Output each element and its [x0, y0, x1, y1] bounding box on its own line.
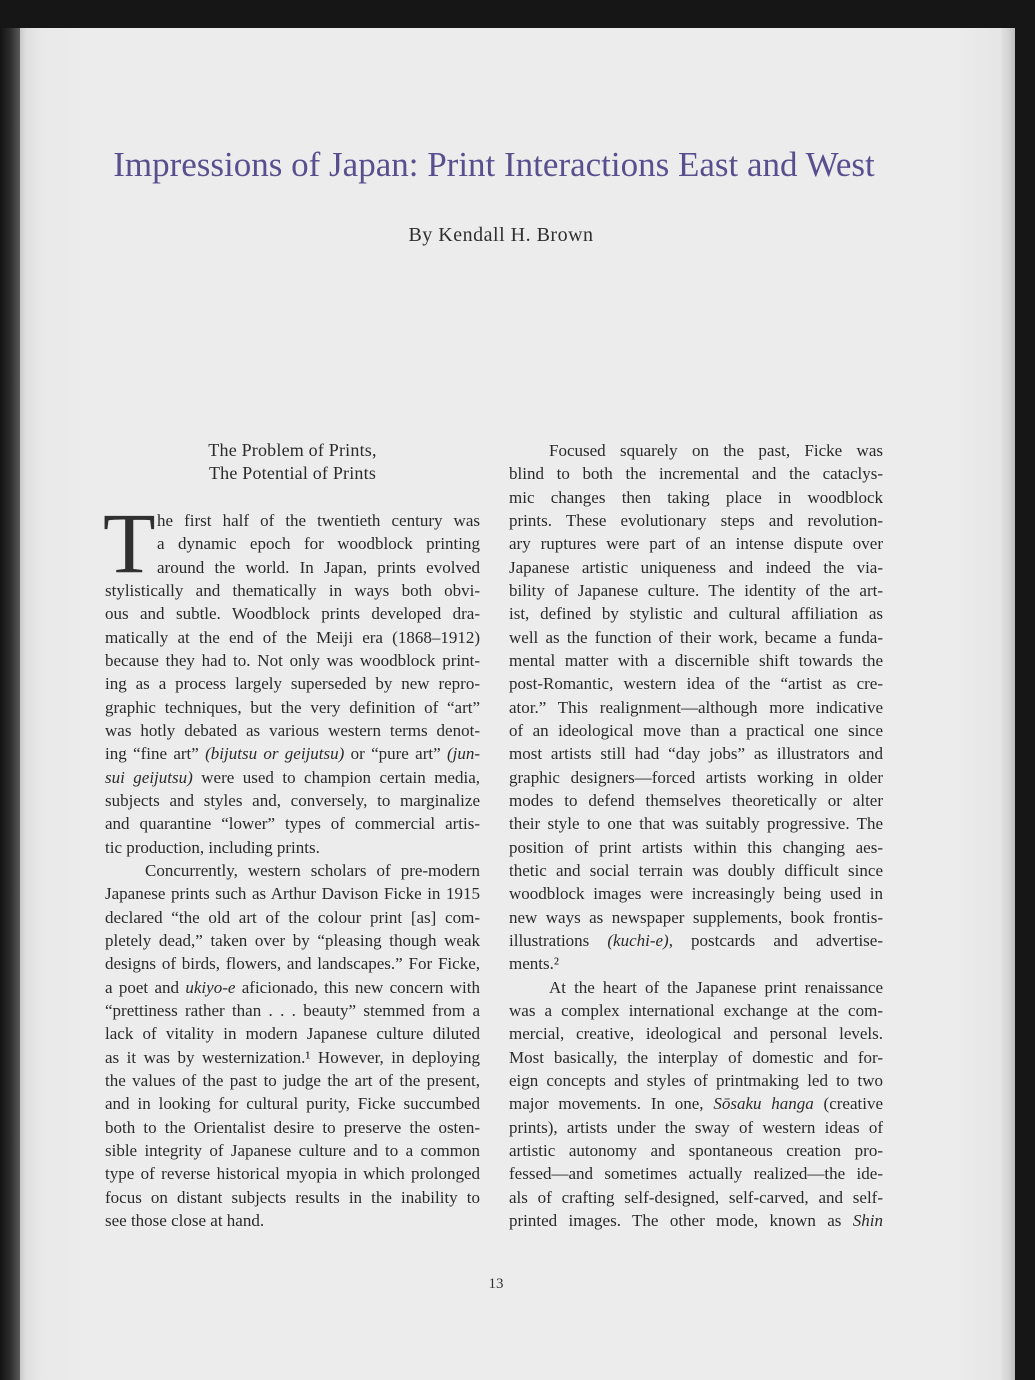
text-line: graphic designers—forced artists working in older — [509, 767, 883, 787]
text-line: stylistically and thematically in ways both obvi- — [105, 580, 480, 600]
text-line: well as the function of their work, became a funda- — [509, 627, 883, 647]
text-line: subjects and styles and, conversely, to marginalize — [105, 790, 480, 810]
text-line: most artists still had “day jobs” as illustrators and — [509, 744, 883, 764]
italic-term: sui geijutsu) — [105, 767, 193, 787]
text-line: At the heart of the Japanese print renaissance — [549, 977, 883, 997]
section-heading-line: The Problem of Prints, — [208, 440, 377, 460]
text-line: woodblock images were increasingly being used in — [509, 884, 883, 904]
text-line: “prettiness rather than . . . beauty” stemmed from a — [105, 1000, 480, 1020]
text-line: tic production, including prints. — [105, 837, 320, 857]
paragraph — [105, 509, 480, 859]
text-line: both to the Orientalist desire to preserve the osten- — [105, 1117, 480, 1137]
paragraph — [509, 439, 883, 976]
text-line: mercial, creative, ideological and personal levels. — [509, 1024, 883, 1044]
paragraph — [509, 976, 883, 1233]
italic-term: (kuchi-e) — [607, 930, 669, 950]
text-line: Japanese prints such as Arthur Davison Ficke in 1915 — [105, 884, 480, 904]
text-line: prints. These evolutionary steps and revolution- — [509, 510, 883, 530]
paragraph — [105, 859, 480, 1232]
text-line: Focused squarely on the past, Ficke was — [549, 441, 883, 460]
text-line: sui geijutsu) were used to champion certain media, — [105, 767, 480, 787]
text-line: Japanese artistic uniqueness and indeed the via- — [509, 557, 883, 577]
text-line: declared “the old art of the colour print [as] com- — [105, 907, 480, 927]
text-line: Concurrently, western scholars of pre-modern — [145, 860, 480, 880]
text-line: mic changes then taking place in woodblock — [509, 487, 883, 507]
text-line: printed images. The other mode, known as Shin — [509, 1210, 883, 1230]
text-line: modes to defend themselves theoretically or alter — [509, 790, 883, 810]
scan-border — [0, 28, 20, 1380]
text-line: ist, defined by stylistic and cultural affiliation as — [509, 604, 883, 624]
text-line: als of crafting self-designed, self-carved, and self- — [509, 1187, 883, 1207]
text-line: the values of the past to judge the art of the present, — [105, 1070, 480, 1090]
text-line: bility of Japanese culture. The identity of the art- — [509, 580, 883, 600]
text-line: see those close at hand. — [105, 1210, 265, 1230]
text-line: a poet and ukiyo-e aficionado, this new concern with — [105, 977, 480, 997]
text-line: graphic techniques, but the very definition of “art” — [105, 697, 480, 717]
italic-term: (jun- — [446, 744, 480, 764]
text-line: sible integrity of Japanese culture and to a common — [105, 1140, 480, 1160]
text-line: blind to both the incremental and the cataclys- — [509, 464, 883, 484]
text-line: illustrations (kuchi-e), postcards and advertise- — [509, 930, 883, 950]
text-line: and quarantine “lower” types of commercial artis- — [105, 814, 480, 834]
article-title: Impressions of Japan: Print Interactions East and West — [113, 145, 875, 184]
text-line: designs of birds, flowers, and landscapes.” For Ficke, — [105, 954, 480, 974]
italic-term: Sōsaku hanga — [713, 1094, 814, 1114]
text-line: he first half of the twentieth century was — [157, 510, 480, 530]
text-line: focus on distant subjects results in the inability to — [105, 1187, 480, 1207]
text-line: matically at the end of the Meiji era (1868–1912) — [105, 627, 480, 647]
text-line: eign concepts and styles of printmaking led to two — [509, 1070, 883, 1090]
text-line: new ways as newspaper supplements, book frontis- — [509, 907, 883, 927]
italic-term: Shin — [852, 1210, 883, 1230]
text-line: around the world. In Japan, prints evolved — [157, 557, 480, 577]
left-column-body — [105, 509, 480, 1232]
text-line: pletely dead,” taken over by “pleasing though weak — [105, 930, 480, 950]
left-column — [105, 439, 480, 1232]
section-heading-line: The Potential of Prints — [208, 463, 377, 484]
right-column-body — [509, 439, 883, 1232]
page-edge — [1001, 28, 1015, 1380]
section-heading — [105, 439, 480, 486]
page-number: 13 — [488, 1276, 504, 1292]
text-line: ing as a process largely superseded by new repro- — [105, 674, 480, 694]
drop-cap: T — [103, 495, 156, 591]
text-line: ator.” This realignment—although more indicative — [509, 697, 883, 717]
right-column — [509, 439, 883, 1232]
italic-term: (bijutsu or geijutsu) — [205, 744, 345, 764]
text-line: type of reverse historical myopia in which prolonged — [105, 1164, 480, 1184]
text-line: artistic autonomy and spontaneous creation pro- — [509, 1140, 883, 1160]
italic-term: ukiyo-e — [185, 977, 236, 997]
text-line: and in looking for cultural purity, Ficke succumbed — [105, 1094, 480, 1114]
text-line: was hotly debated as various western terms denot- — [105, 720, 480, 740]
text-line: their style to one that was suitably progressive. The — [509, 814, 883, 834]
text-line: ary ruptures were part of an intense dispute over — [509, 534, 883, 554]
text-line: because they had to. Not only was woodblock print- — [105, 650, 480, 670]
text-line: fessed—and sometimes actually realized—the ide- — [509, 1164, 883, 1184]
text-line: ing “fine art” (bijutsu or geijutsu) or “pure art” (jun- — [105, 744, 480, 764]
text-line: ous and subtle. Woodblock prints developed dra- — [105, 604, 480, 624]
text-line: was a complex international exchange at the com- — [509, 1000, 883, 1020]
text-line: position of print artists within this changing aes- — [509, 837, 883, 857]
byline: By Kendall H. Brown — [408, 224, 594, 246]
text-line: Most basically, the interplay of domestic and for- — [509, 1047, 883, 1067]
text-line: of an ideological move than a practical one since — [509, 720, 883, 740]
text-line: thetic and social terrain was doubly difficult since — [509, 860, 883, 880]
text-line: a dynamic epoch for woodblock printing — [157, 534, 480, 554]
text-line: prints), artists under the sway of western ideas of — [509, 1117, 883, 1137]
text-line: lack of vitality in modern Japanese culture diluted — [105, 1024, 480, 1044]
text-line: as it was by westernization.¹ However, in deploying — [105, 1047, 480, 1067]
text-line: major movements. In one, Sōsaku hanga (creative — [509, 1094, 883, 1114]
text-line: ments.² — [509, 954, 559, 974]
text-line: mental matter with a discernible shift towards the — [509, 650, 883, 670]
text-line: post-Romantic, western idea of the “artist as cre- — [509, 674, 883, 694]
